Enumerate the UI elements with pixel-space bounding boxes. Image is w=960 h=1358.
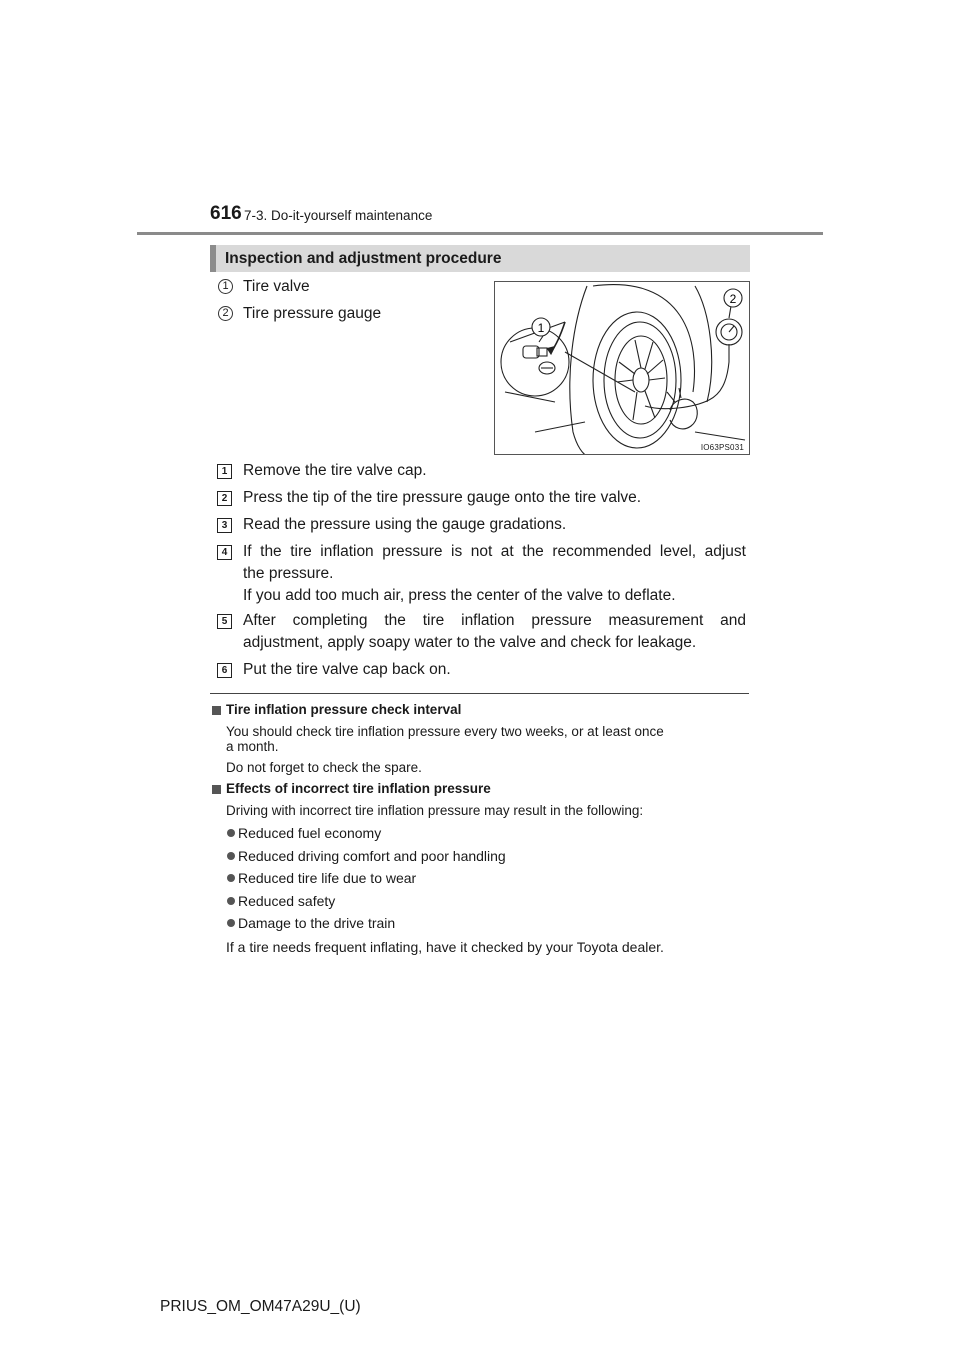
section-heading-bar (210, 245, 750, 272)
square-bullet-icon (212, 785, 221, 794)
step-number-5: 5 (217, 614, 232, 629)
step-number-3: 3 (217, 518, 232, 533)
step-text-3: Read the pressure using the gauge gradations. (243, 516, 567, 533)
note-closing: If a tire needs frequent inflating, have it checked by your Toyota dealer. (226, 939, 664, 955)
effect-item: Reduced safety (238, 893, 336, 909)
note-heading-check-interval: Tire inflation pressure check interval (226, 702, 462, 717)
callout-label-2: 2 (729, 292, 737, 306)
part-number-1: 1 (218, 279, 233, 294)
step-text-4-line3: If you add too much air, press the center of the valve to deflate. (243, 587, 676, 604)
section-heading: Inspection and adjustment procedure (225, 250, 502, 267)
step-text-2: Press the tip of the tire pressure gauge onto the tire valve. (243, 489, 642, 506)
bullet-dot-icon (227, 919, 235, 927)
bullet-dot-icon (227, 852, 235, 860)
callout-label-1: 1 (537, 321, 545, 335)
step-number-4: 4 (217, 545, 232, 560)
step-text-1: Remove the tire valve cap. (243, 462, 427, 479)
effect-item: Reduced tire life due to wear (238, 870, 417, 886)
part-label-tire-pressure-gauge: Tire pressure gauge (243, 305, 382, 322)
square-bullet-icon (212, 706, 221, 715)
header-divider (137, 232, 823, 235)
tire-gauge-illustration (494, 281, 750, 455)
part-label-tire-valve: Tire valve (243, 278, 310, 295)
page-number: 616 (210, 203, 242, 224)
tire-illustration-drawing (495, 282, 750, 455)
step-text-6: Put the tire valve cap back on. (243, 661, 451, 678)
part-number-2: 2 (218, 306, 233, 321)
bullet-dot-icon (227, 874, 235, 882)
effect-item: Reduced driving comfort and poor handling (238, 848, 506, 864)
figure-code: IO63PS031 (700, 443, 744, 452)
effect-item: Reduced fuel economy (238, 825, 382, 841)
step-number-2: 2 (217, 491, 232, 506)
note-text-line: You should check tire inflation pressure every two weeks, or at least once (226, 724, 664, 739)
effect-item: Damage to the drive train (238, 915, 396, 931)
step-number-6: 6 (217, 663, 232, 678)
section-title: 7-3. Do-it-yourself maintenance (244, 208, 433, 223)
bullet-dot-icon (227, 897, 235, 905)
note-text-line: a month. (226, 739, 279, 754)
step-text-4-line1: If the tire inflation pressure is not at the recommended level, adjust (243, 543, 746, 560)
step-text-5-line2: adjustment, apply soapy water to the valve and check for leakage. (243, 634, 697, 651)
step-text-4-line2: the pressure. (243, 565, 334, 582)
bullet-dot-icon (227, 829, 235, 837)
note-intro: Driving with incorrect tire inflation pressure may result in the following: (226, 803, 644, 818)
notes-divider (210, 693, 749, 694)
note-text-line: Do not forget to check the spare. (226, 760, 422, 775)
note-heading-incorrect-pressure: Effects of incorrect tire inflation pressure (226, 781, 491, 796)
step-text-5-line1: After completing the tire inflation pressure measurement and (243, 612, 746, 629)
step-number-1: 1 (217, 464, 232, 479)
document-footer: PRIUS_OM_OM47A29U_(U) (160, 1298, 361, 1315)
